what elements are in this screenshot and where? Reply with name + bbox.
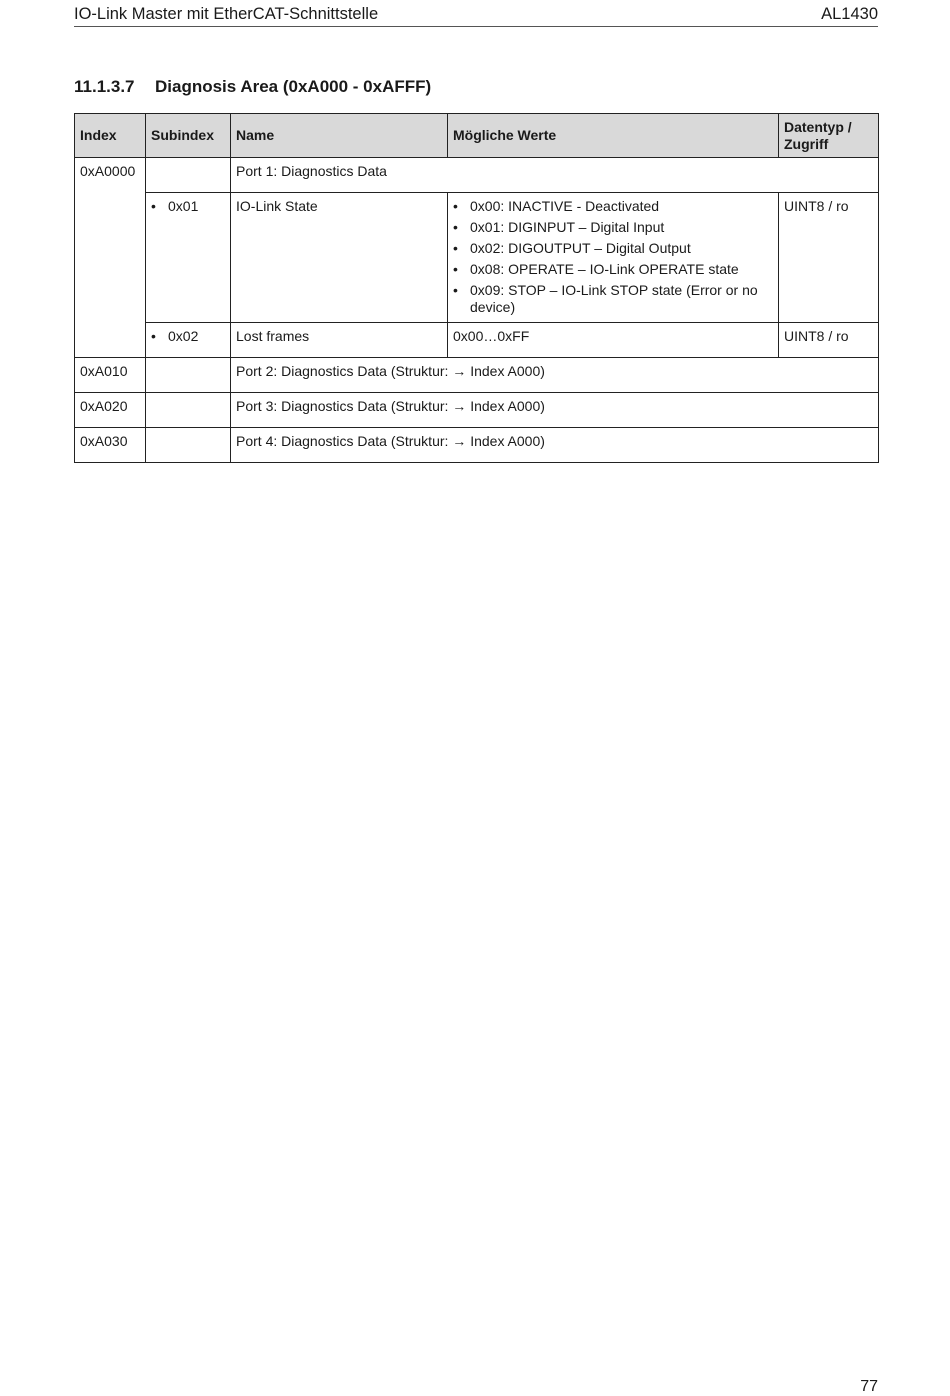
name-cell: Port 3: Diagnostics Data (Struktur: → Index A000) <box>231 393 879 428</box>
section-number: 11.1.3.7 <box>74 77 135 96</box>
index-cell: 0xA0000 <box>75 158 146 358</box>
column-header-datatype: Datentyp / Zugriff <box>779 114 879 158</box>
list-item: • 0x09: STOP – IO-Link STOP state (Error or no device) <box>453 282 773 316</box>
table-row-port3 <box>75 393 879 428</box>
table-row-port2 <box>75 358 879 393</box>
document-title: IO-Link Master mit EtherCAT-Schnittstelle <box>74 5 379 23</box>
subindex-cell-empty <box>146 393 231 428</box>
table-row-io-link-state <box>75 193 879 323</box>
name-cell: Port 4: Diagnostics Data (Struktur: → Index A000) <box>231 428 879 463</box>
subindex-cell-empty <box>146 358 231 393</box>
subindex-cell-empty <box>146 158 231 193</box>
index-cell: 0xA010 <box>75 358 146 393</box>
column-header-name: Name <box>231 114 448 158</box>
bullet: • <box>151 198 156 214</box>
table-row-lost-frames <box>75 323 879 358</box>
datatype-cell: UINT8 / ro <box>779 193 879 323</box>
name-cell: IO-Link State <box>231 193 448 323</box>
bullet: • <box>151 328 156 344</box>
values-list <box>453 198 773 316</box>
subindex-cell-empty <box>146 428 231 463</box>
column-header-index: Index <box>75 114 146 158</box>
index-cell: 0xA020 <box>75 393 146 428</box>
subindex-cell: • 0x02 <box>146 323 231 358</box>
table-row-port1 <box>75 158 879 193</box>
index-cell: 0xA030 <box>75 428 146 463</box>
subindex-cell: • 0x01 <box>146 193 231 323</box>
values-cell: 0x00…0xFF <box>448 323 779 358</box>
page-number: 77 <box>860 1378 878 1395</box>
column-header-subindex: Subindex <box>146 114 231 158</box>
table-row-port4 <box>75 428 879 463</box>
datatype-cell: UINT8 / ro <box>779 323 879 358</box>
list-item: • 0x02: DIGOUTPUT – Digital Output <box>453 240 773 257</box>
values-cell <box>448 193 779 323</box>
list-item: • 0x00: INACTIVE - Deactivated <box>453 198 773 215</box>
column-header-values: Mögliche Werte <box>448 114 779 158</box>
name-cell: Port 1: Diagnostics Data <box>231 158 879 193</box>
section-heading <box>74 77 431 97</box>
name-cell: Lost frames <box>231 323 448 358</box>
section-title: Diagnosis Area (0xA000 - 0xAFFF) <box>155 77 432 96</box>
name-cell: Port 2: Diagnostics Data (Struktur: → Index A000) <box>231 358 879 393</box>
list-item: • 0x08: OPERATE – IO-Link OPERATE state <box>453 261 773 278</box>
list-item: • 0x01: DIGINPUT – Digital Input <box>453 219 773 236</box>
table-header-row <box>75 114 879 158</box>
page-header <box>74 4 878 27</box>
document-code: AL1430 <box>821 5 878 23</box>
diagnosis-table <box>74 113 879 463</box>
